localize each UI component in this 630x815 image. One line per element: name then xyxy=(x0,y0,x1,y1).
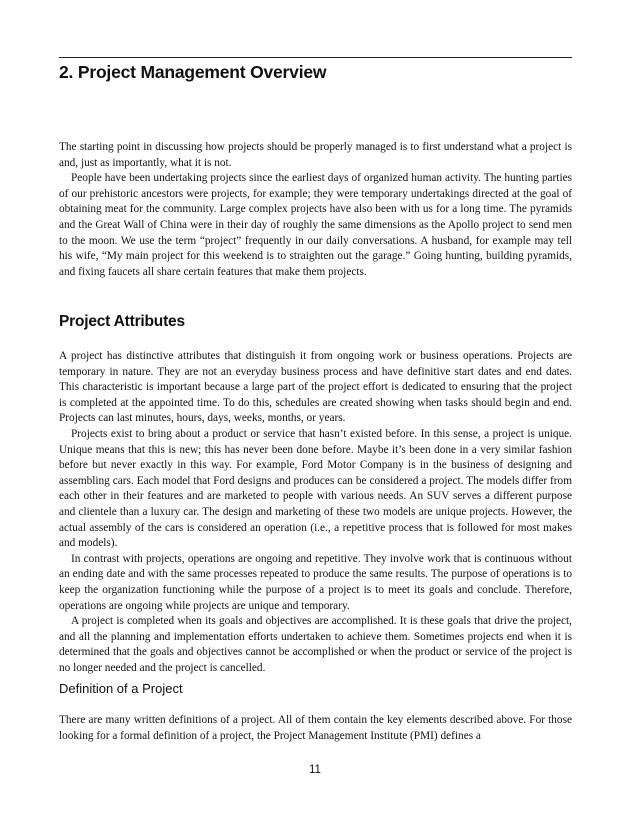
attributes-paragraph-1: A project has distinctive attributes that distinguish it from ongoing work or business operations. Projects are temporary in nature. They are not an everyday business process and have definitive start dates and end dates. This characteristic is important because a large part of the project effort is dedicated to ensuring that the project is completed at the appointed time. To do this, schedules are created showing when tasks should begin and end. Projects can last minutes, hours, days, weeks, months, or years. xyxy=(59,350,572,425)
definition-text xyxy=(59,713,572,744)
intro-paragraph-1: The starting point in discussing how projects should be properly managed is to first understand what a project is and, just as importantly, what it is not. xyxy=(59,141,572,169)
attributes-paragraph-3: In contrast with projects, operations are ongoing and repetitive. They involve work that is continuous without an ending date and with the same processes repeated to produce the same results. The purpose of operations is to keep the organization functioning while the purpose of a project is to meet its goals and conclude. Therefore, operations are ongoing while projects are unique and temporary. xyxy=(59,552,572,612)
chapter-title: 2. Project Management Overview xyxy=(59,62,327,82)
section-title-project-attributes: Project Attributes xyxy=(59,313,185,330)
project-attributes-text xyxy=(59,349,572,676)
attributes-paragraph-2: Projects exist to bring about a product or service that hasn’t existed before. In this sense, a project is unique. Unique means that this is new; this has never been done before. Maybe it’s been done in a very similar fashion before but never exactly in this way. For example, Ford Motor Company is in the business of designing and assembling cars. Each model that Ford designs and produces can be considered a project. The models differ from each other in their features and are marketed to people with various needs. An SUV serves a different purpose and clientele than a luxury car. The design and marketing of these two models are unique projects. However, the actual assembly of the cars is considered an operation (i.e., a repetitive process that is followed for most makes and models). xyxy=(59,427,572,550)
top-rule xyxy=(59,57,572,58)
intro-text xyxy=(59,140,572,280)
intro-paragraph-2: People have been undertaking projects since the earliest days of organized human activity. The hunting parties of our prehistoric ancestors were projects, for example; they were temporary undertakings directed at the goal of obtaining meat for the community. Large complex projects have also been with us for a long time. The pyramids and the Great Wall of China were in their day of roughly the same dimensions as the Apollo project to send men to the moon. We use the term “project” frequently in our daily conversations. A husband, for example may tell his wife, “My main project for this weekend is to straighten out the garage.” Going hunting, building pyramids, and fixing faucets all share certain features that make them projects. xyxy=(59,172,572,278)
subsection-title-definition: Definition of a Project xyxy=(59,681,183,696)
page-number: 11 xyxy=(309,764,321,776)
definition-paragraph: There are many written definitions of a project. All of them contain the key elements described above. For those looking for a formal definition of a project, the Project Management Institute (PMI) defines a xyxy=(59,714,572,742)
attributes-paragraph-4: A project is completed when its goals and objectives are accomplished. It is these goals that drive the project, and all the planning and implementation efforts undertaken to achieve them. Sometimes projects end when it is determined that the goals and objectives cannot be accomplished or when the product or service of the project is no longer needed and the project is cancelled. xyxy=(59,615,572,674)
